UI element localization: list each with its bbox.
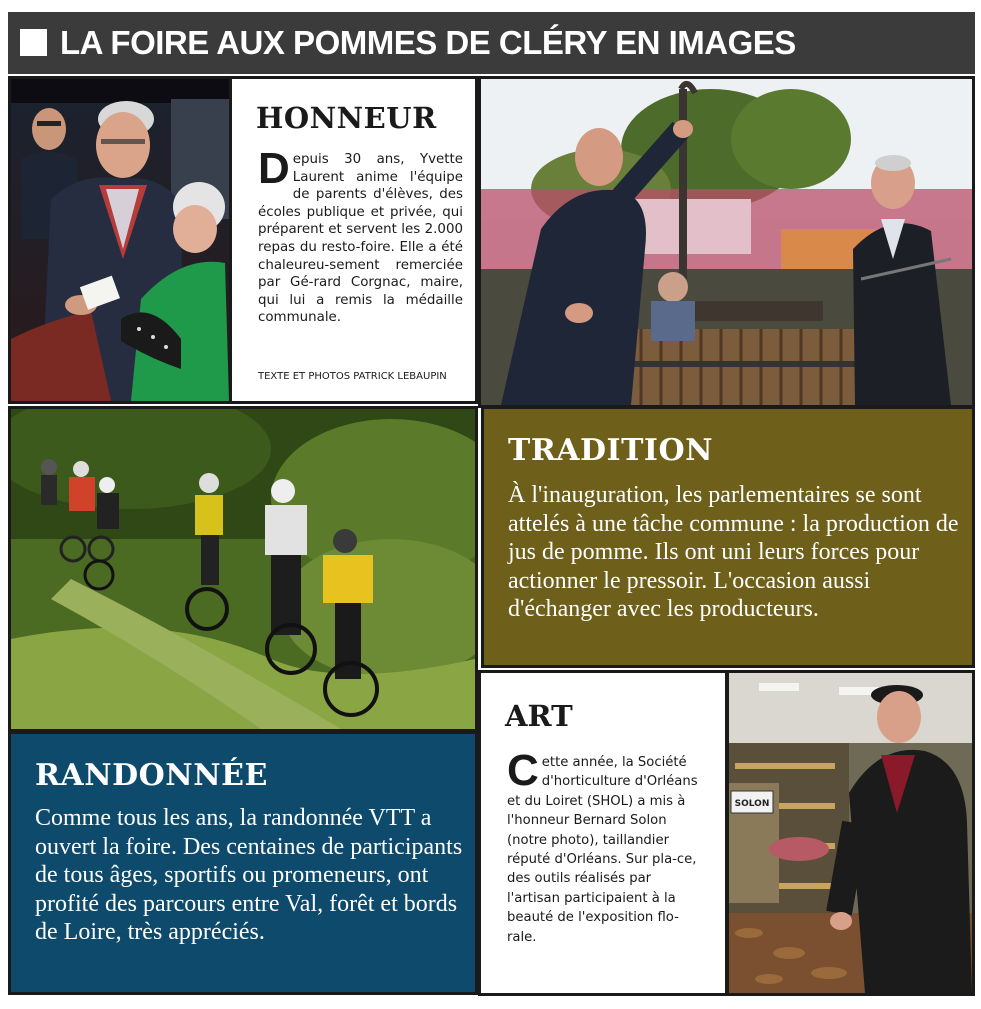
photo-medal-ceremony (8, 76, 232, 404)
randonnee-body: Comme tous les ans, la randonnée VTT a ouvert la foire. Des centaines de participants de tous âges, sportifs ou promeneurs, ont profité des parcours entre Val, forêt et bords de Loire, très appréciés. (35, 805, 463, 945)
art-dropcap: C (507, 746, 539, 795)
photo-artisan-shop (726, 670, 975, 996)
art-heading: ART (505, 699, 573, 733)
photo-artisan-shop-image (729, 673, 972, 993)
art-body-text: ette année, la Société d'horticulture d'Orléans et du Loiret (SHOL) a mis à l'honneur Bernard Solon (notre photo), taillandier réputé d'Orléans. Sur pla-ce, des outils réalisés par l'artisan participaient à la beauté de l'exposition flo-rale. (507, 755, 698, 945)
photo-cider-press-image (481, 79, 972, 405)
shop-sign-text: SOLON (734, 799, 770, 809)
banner-square-icon (20, 29, 47, 56)
art-article (478, 670, 728, 996)
page-title: LA FOIRE AUX POMMES DE CLÉRY EN IMAGES (60, 24, 796, 61)
photo-cider-press (478, 76, 975, 408)
art-body (507, 746, 703, 947)
photo-medal-ceremony-image (11, 79, 229, 401)
honneur-body-text: epuis 30 ans, Yvette Laurent anime l'équipe de parents d'élèves, des écoles publique et privée, qui préparent et servent les 2.000 repas du resto-foire. Elle a été chaleureu-sement remerciée par Gé-rard Corgnac, maire, qui lui a remis la médaille communale. (258, 152, 463, 326)
honneur-article (229, 76, 478, 404)
photo-mountain-bikers-image (11, 409, 475, 729)
tradition-body: À l'inauguration, les parlementaires se sont attelés à une tâche commune : la production de jus de pomme. Ils ont uni leurs forces pour actionner le pressoir. L'occasion aussi d'échanger avec les producteurs. (508, 482, 959, 622)
section-banner (8, 12, 975, 74)
randonnee-article (8, 731, 478, 995)
tradition-heading: TRADITION (508, 433, 713, 468)
tradition-article (481, 406, 975, 668)
honneur-body (258, 144, 463, 327)
photo-mountain-bikers (8, 406, 478, 732)
photo-credit: TEXTE ET PHOTOS PATRICK LEBAUPIN (258, 371, 447, 382)
honneur-heading: HONNEUR (256, 101, 437, 135)
honneur-dropcap: D (258, 144, 290, 193)
randonnee-heading: RANDONNÉE (35, 758, 268, 793)
